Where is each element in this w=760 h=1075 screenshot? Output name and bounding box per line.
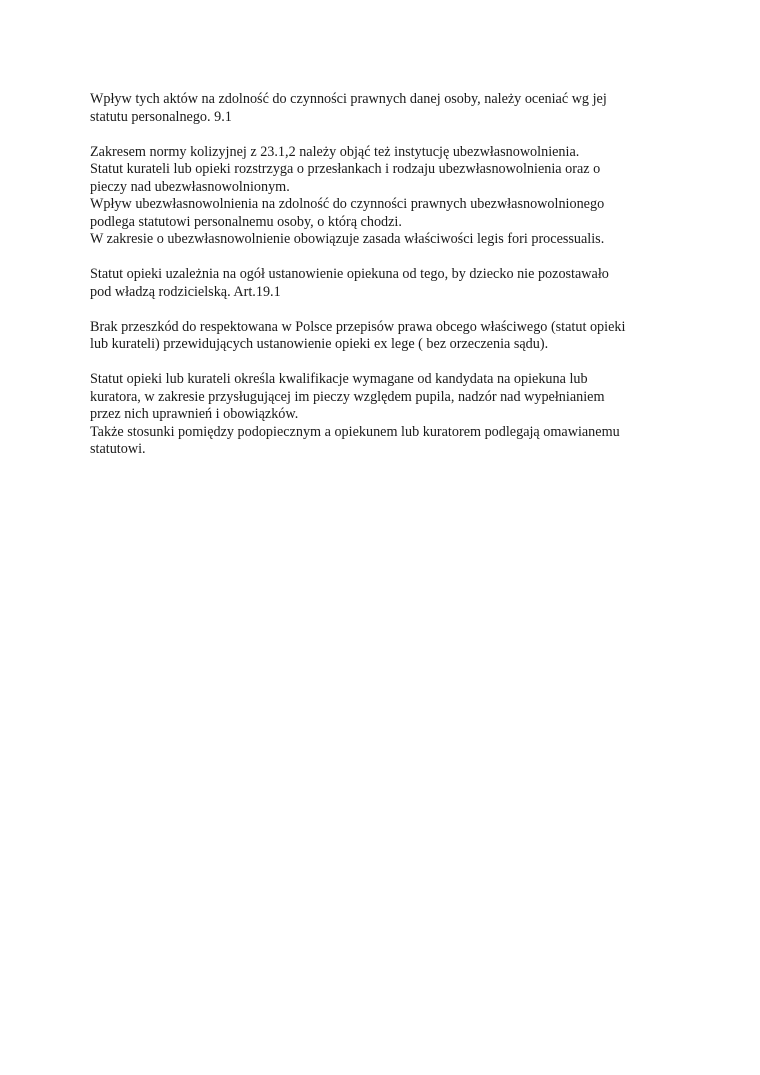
text-line: pieczy nad ubezwłasnowolnionym. <box>90 178 290 195</box>
paragraph-5 <box>90 371 680 459</box>
text-line: kuratora, w zakresie przysługującej im pieczy względem pupila, nadzór nad wypełnianiem <box>90 388 605 405</box>
text-line: pod władzą rodzicielską. Art.19.1 <box>90 283 281 300</box>
paragraph-3 <box>90 266 680 301</box>
document-body <box>90 91 680 476</box>
text-line: statutowi. <box>90 441 146 457</box>
text-line: przez nich uprawnień i obowiązków. <box>90 406 299 422</box>
text-line: Statut kurateli lub opieki rozstrzyga o przesłankach i rodzaju ubezwłasnowolnienia oraz o <box>90 161 601 177</box>
text-line: W zakresie o ubezwłasnowolnienie obowiązuje zasada właściwości legis fori processualis. <box>90 231 605 247</box>
text-line: Brak przeszkód do respektowana w Polsce przepisów prawa obcego właściwego (statut opieki <box>90 318 626 335</box>
text-line: podlega statutowi personalnemu osoby, o którą chodzi. <box>90 213 402 230</box>
text-line: statutu personalnego. 9.1 <box>90 108 232 125</box>
text-line: Także stosunki pomiędzy podopiecznym a opiekunem lub kuratorem podlegają omawianemu <box>90 423 620 440</box>
paragraph-4 <box>90 319 680 354</box>
text-line: Statut opieki lub kurateli określa kwalifikacje wymagane od kandydata na opiekuna lub <box>90 371 588 387</box>
text-line: Zakresem normy kolizyjnej z 23.1,2 należy objąć też instytucję ubezwłasnowolnienia. <box>90 143 580 160</box>
paragraph-1 <box>90 91 680 126</box>
text-line: lub kurateli) przewidujących ustanowienie opieki ex lege ( bez orzeczenia sądu). <box>90 336 549 352</box>
text-line: Statut opieki uzależnia na ogół ustanowienie opiekuna od tego, by dziecko nie pozostawało <box>90 266 609 282</box>
paragraph-2 <box>90 144 680 249</box>
text-line: Wpływ ubezwłasnowolnienia na zdolność do czynności prawnych ubezwłasnowolnionego <box>90 196 605 212</box>
text-line: Wpływ tych aktów na zdolność do czynności prawnych danej osoby, należy oceniać wg jej <box>90 91 607 107</box>
